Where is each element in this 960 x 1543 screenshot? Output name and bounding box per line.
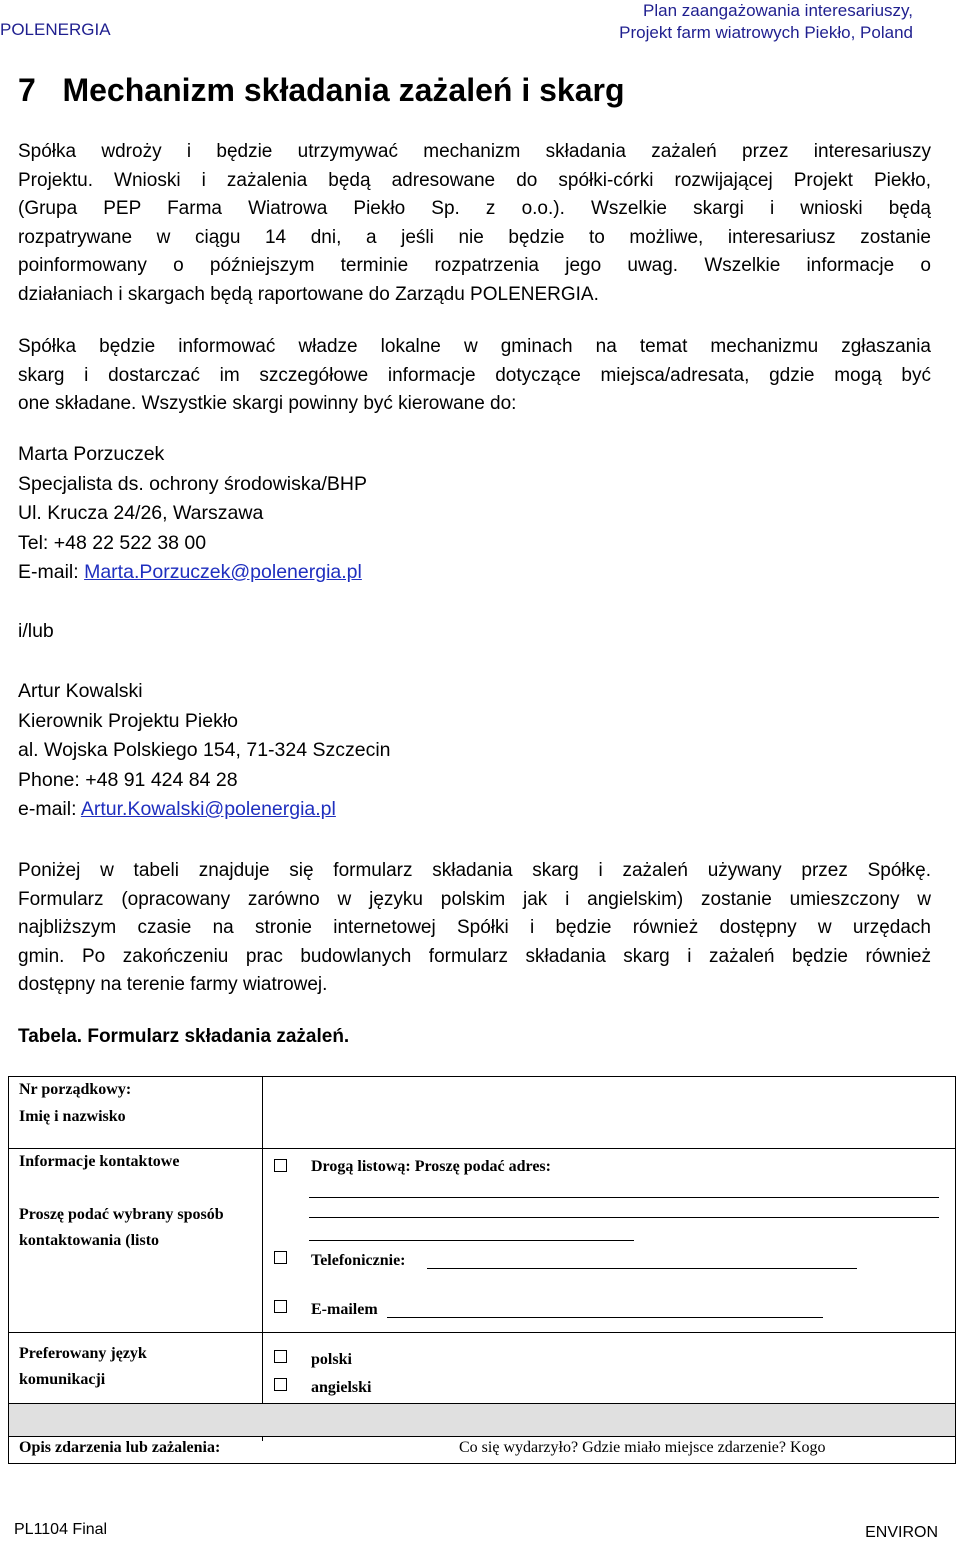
paragraph-line: one składane. Wszystkie skargi powinny być kierowane do: <box>18 393 517 414</box>
form-name-label: Imię i nazwisko <box>19 1108 126 1125</box>
description-label: Opis zdarzenia lub zażalenia: <box>19 1439 221 1456</box>
and-or-text: i/lub <box>18 620 54 642</box>
table-caption: Tabela. Formularz składania zażaleń. <box>18 1026 350 1047</box>
contact-email-row <box>18 558 367 588</box>
section-heading: 7 Mechanizm składania zażaleń i skarg <box>18 72 625 108</box>
header-title-line1: Plan zaangażowania interesariuszy, <box>643 1 913 20</box>
form-number-label: Nr porządkowy: <box>19 1081 132 1098</box>
contact-name: Marta Porzuczek <box>18 443 165 465</box>
name-field[interactable] <box>263 1077 955 1148</box>
paragraph-line: (Grupa PEP Farma Wiatrowa Piekło Sp. z o.o.). Wszelkie skargi i wnioski będą <box>18 198 931 219</box>
contact-role: Specjalista ds. ochrony środowiska/BHP <box>18 472 367 495</box>
table-divider <box>9 1148 955 1149</box>
header-company: POLENERGIA <box>0 20 111 39</box>
phone-line[interactable] <box>427 1268 857 1269</box>
contact-block-2 <box>18 677 391 825</box>
post-option-label: Drogą listową: Proszę podać adres: <box>311 1158 551 1175</box>
contact-block-1 <box>18 440 367 588</box>
contact-email-row <box>18 795 391 825</box>
paragraph-line: rozpatrywane w ciągu 14 dni, a jeśli nie będzie to możliwe, interesariusz zostanie <box>18 226 931 248</box>
post-checkbox[interactable] <box>274 1159 287 1172</box>
header-title <box>619 0 913 44</box>
paragraph-line: Formularz (opracowany zarówno w języku polskim jak i angielskim) zostanie umieszczony w <box>18 888 931 910</box>
paragraph-form-info <box>18 857 931 1000</box>
email-option-label: E-mailem <box>311 1301 378 1318</box>
contact-role: Kierownik Projektu Piekło <box>18 709 239 732</box>
contact-email-link[interactable]: Marta.Porzuczek@polenergia.pl <box>84 561 362 583</box>
language-label: Preferowany język <box>19 1345 147 1362</box>
contact-email-label: e-mail: <box>18 798 81 820</box>
footer-doc-id: PL1104 Final <box>14 1521 108 1538</box>
paragraph-line: najbliższym czasie na stronie internetowej Spółki i będzie również dostępny w urzędach <box>18 917 931 938</box>
contact-info-label: Informacje kontaktowe <box>19 1153 180 1170</box>
paragraph-line: poinformowany o późniejszym terminie rozpatrzenia jego uwag. Wszelkie informacje o <box>18 255 931 276</box>
contact-address: Ul. Krucza 24/26, Warszawa <box>18 502 264 524</box>
address-line-2[interactable] <box>309 1217 939 1218</box>
contact-phone: Tel: +48 22 522 38 00 <box>18 531 207 554</box>
language-label-cont: komunikacji <box>19 1371 106 1388</box>
paragraph-line: skarg i dostarczać im szczegółowe informacje dotyczące miejsca/adresata, gdzie mogą być <box>18 364 931 386</box>
table-divider <box>9 1332 955 1333</box>
paragraph-line: Poniżej w tabeli znajduje się formularz składania skarg i zażaleń używany przez Spółkę. <box>18 860 931 881</box>
paragraph-mechanism <box>18 138 931 309</box>
contact-method-label-cont: kontaktowania (listo <box>19 1232 160 1249</box>
contact-method-label: Proszę podać wybrany sposób <box>19 1206 224 1223</box>
contact-address: al. Wojska Polskiego 154, 71-324 Szczecin <box>18 739 391 761</box>
english-checkbox[interactable] <box>274 1378 287 1391</box>
table-divider <box>9 1436 955 1437</box>
contact-phone: Phone: +48 91 424 84 28 <box>18 768 238 791</box>
email-line[interactable] <box>387 1317 823 1318</box>
contact-email-label: E-mail: <box>18 561 85 583</box>
paragraph-line: działaniach i skargach będą raportowane do Zarządu POLENERGIA. <box>18 283 599 305</box>
address-line-3[interactable] <box>309 1240 634 1241</box>
contact-email-link[interactable]: Artur.Kowalski@polenergia.pl <box>80 798 336 820</box>
email-checkbox[interactable] <box>274 1300 287 1313</box>
footer-brand: ENVIRON <box>865 1524 938 1541</box>
description-hint: Co się wydarzyło? Gdzie miało miejsce zdarzenie? Kogo <box>459 1439 826 1456</box>
paragraph-line: Projektu. Wnioski i zażalenia będą adresowane do spółki-córki rozwijającej Projekt Piekło, <box>18 169 931 191</box>
paragraph-line: Spółka wdroży i będzie utrzymywać mechanizm składania zażaleń przez interesariuszy <box>18 141 931 162</box>
english-option-label: angielski <box>311 1379 372 1396</box>
paragraph-authorities <box>18 333 931 419</box>
address-line-1[interactable] <box>309 1197 939 1198</box>
contact-name: Artur Kowalski <box>18 680 143 702</box>
polish-checkbox[interactable] <box>274 1350 287 1363</box>
header-title-line2: Projekt farm wiatrowych Piekło, Poland <box>619 23 913 42</box>
grey-separator-row <box>9 1404 955 1436</box>
phone-checkbox[interactable] <box>274 1251 287 1264</box>
paragraph-line: dostępny na terenie farmy wiatrowej. <box>18 974 328 995</box>
complaint-form-table <box>8 1076 956 1464</box>
phone-option-label: Telefonicznie: <box>311 1252 406 1269</box>
paragraph-line: gmin. Po zakończeniu prac budowlanych formularz składania skarg i zażaleń będzie również <box>18 945 931 967</box>
paragraph-line: Spółka będzie informować władze lokalne w gminach na temat mechanizmu zgłaszania <box>18 336 931 357</box>
polish-option-label: polski <box>311 1351 352 1368</box>
